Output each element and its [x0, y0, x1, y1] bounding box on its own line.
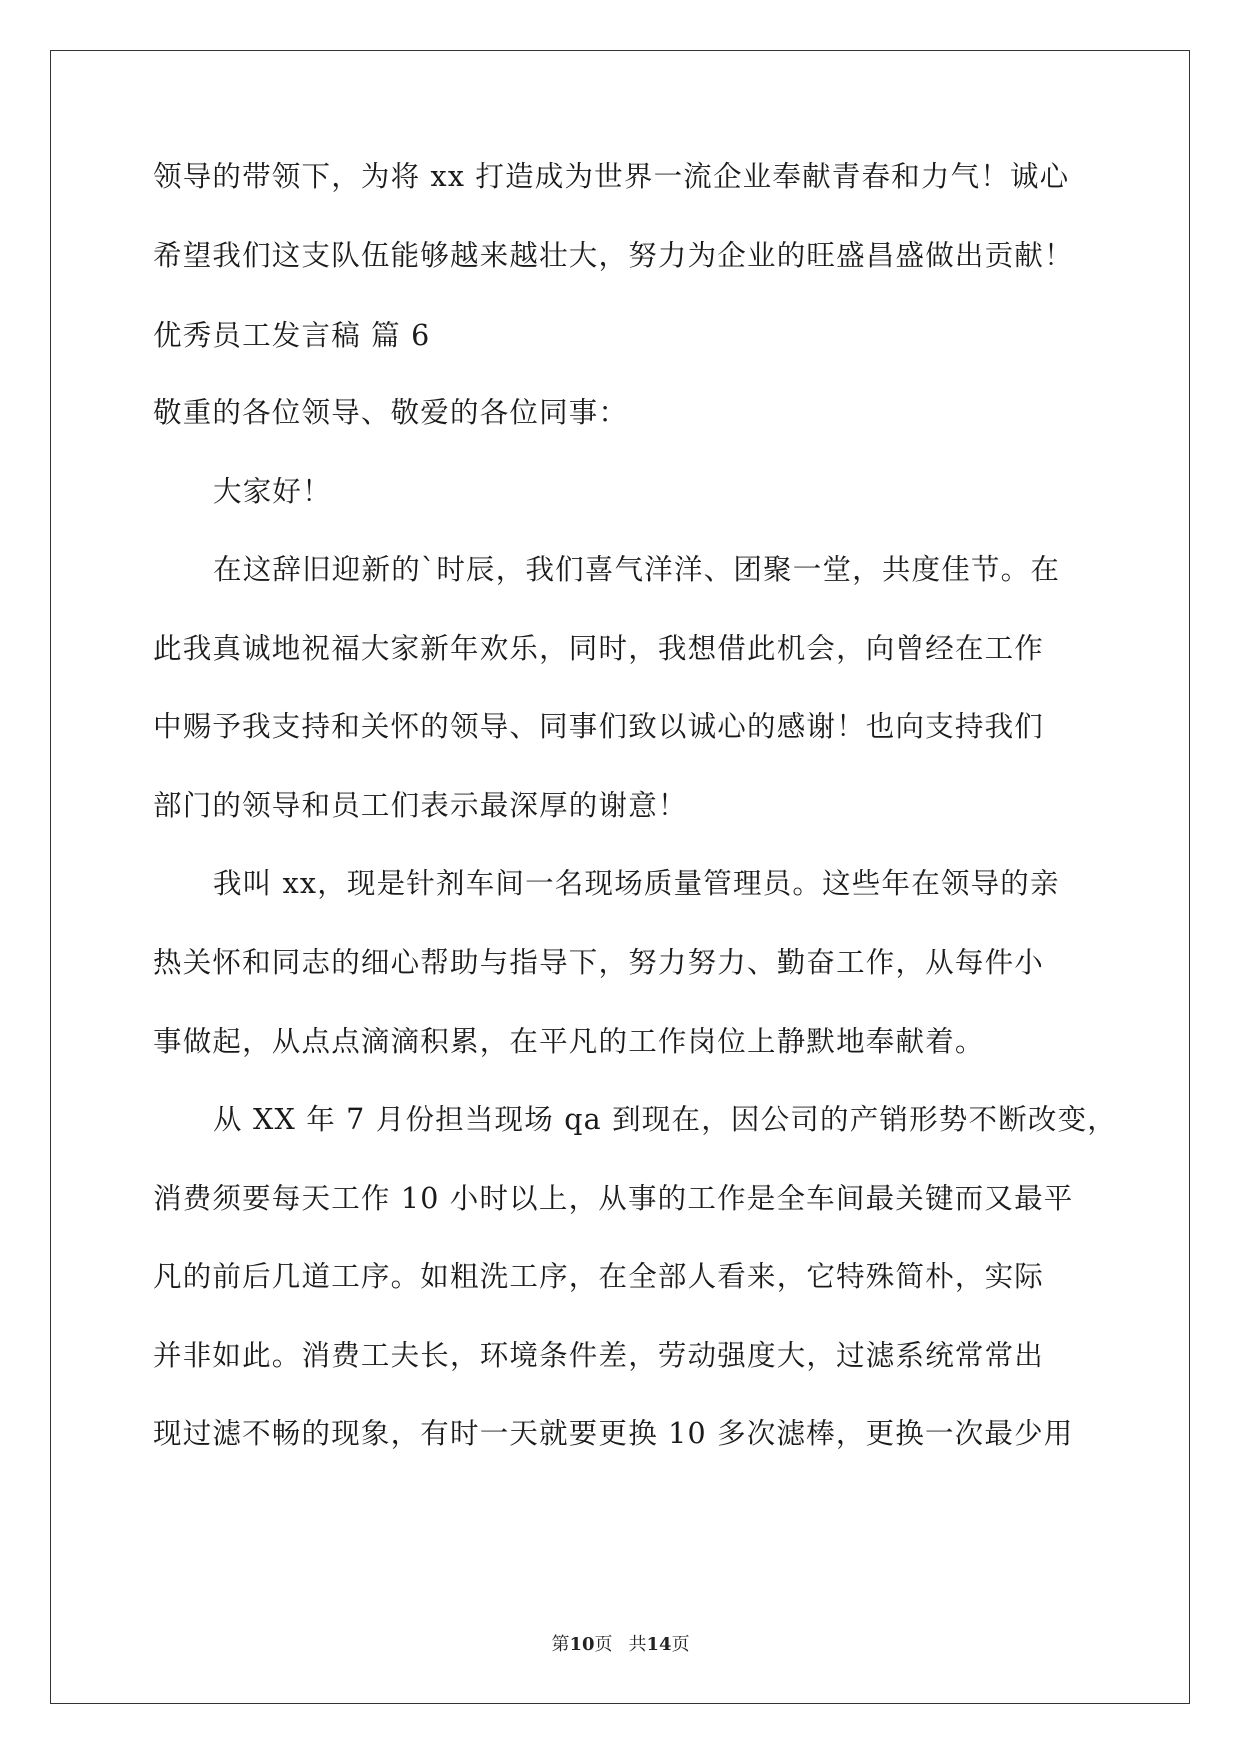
body-line-7: 此我真诚地祝福大家新年欢乐，同时，我想借此机会，向曾经在工作: [153, 632, 1045, 665]
page-footer: [0, 1633, 1241, 1657]
body-line-12: 事做起，从点点滴滴积累，在平凡的工作岗位上静默地奉献着。: [153, 1025, 985, 1058]
total-page-number: 14: [646, 1634, 672, 1655]
body-line-2: 希望我们这支队伍能够越来越壮大，努力为企业的旺盛昌盛做出贡献！: [153, 239, 1074, 272]
salutation: 敬重的各位领导、敬爱的各位同事：: [153, 396, 629, 429]
section-heading: 优秀员工发言稿 篇 6: [153, 319, 431, 352]
body-line-9: 部门的领导和员工们表示最深厚的谢意！: [153, 789, 688, 822]
footer-prefix: 第: [551, 1634, 570, 1655]
greeting: 大家好！: [213, 475, 332, 508]
body-line-14: 消费须要每天工作 10 小时以上，从事的工作是全车间最关键而又最平: [153, 1182, 1074, 1215]
body-line-8: 中赐予我支持和关怀的领导、同事们致以诚心的感谢！也向支持我们: [153, 710, 1045, 743]
footer-page-word: 页: [594, 1634, 613, 1655]
footer-total-prefix: 共: [628, 1634, 647, 1655]
body-line-11: 热关怀和同志的细心帮助与指导下，努力努力、勤奋工作，从每件小: [153, 946, 1045, 979]
body-line-17: 现过滤不畅的现象，有时一天就要更换 10 多次滤棒，更换一次最少用: [153, 1417, 1074, 1450]
body-line-1: 领导的带领下，为将 xx 打造成为世界一流企业奉献青春和力气！诚心: [153, 160, 1070, 193]
body-line-10: 我叫 xx，现是针剂车间一名现场质量管理员。这些年在领导的亲: [213, 867, 1060, 900]
footer-total-suffix: 页: [671, 1634, 690, 1655]
body-line-15: 凡的前后几道工序。如粗洗工序，在全部人看来，它特殊简朴，实际: [153, 1260, 1045, 1293]
body-line-16: 并非如此。消费工夫长，环境条件差，劳动强度大，过滤系统常常出: [153, 1339, 1045, 1372]
current-page-number: 10: [569, 1634, 595, 1655]
body-line-13: 从 XX 年 7 月份担当现场 qa 到现在，因公司的产销形势不断改变，: [213, 1103, 1118, 1136]
body-line-6: 在这辞旧迎新的`时辰，我们喜气洋洋、团聚一堂，共度佳节。在: [213, 553, 1061, 586]
